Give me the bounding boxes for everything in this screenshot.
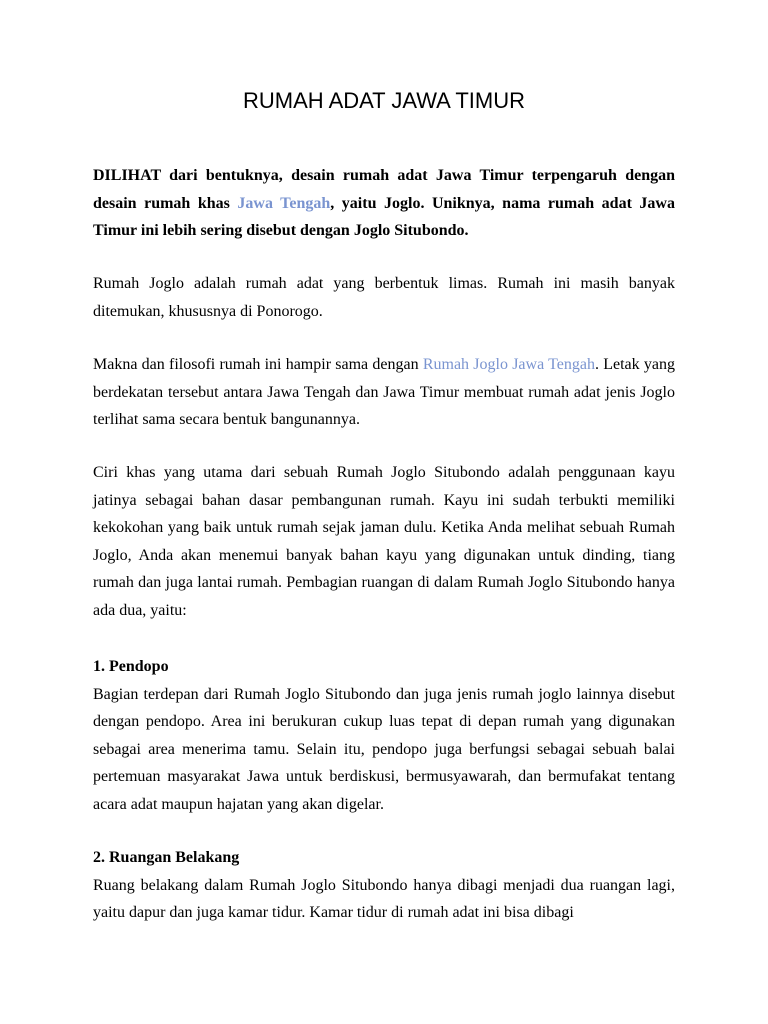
intro-paragraph: [93, 162, 675, 245]
section-ruangan-belakang: [93, 844, 675, 927]
link-rumah-joglo-jawa-tengah[interactable]: Rumah Joglo Jawa Tengah: [422, 356, 595, 373]
page-title: RUMAH ADAT JAWA TIMUR: [243, 88, 525, 113]
intro-text-start: DILIHAT dari bentuknya, desain rumah adat Jawa Timur terpengaruh dengan desain rumah khas: [93, 167, 675, 212]
para3-text-start: Makna dan filosofi rumah ini hampir sama dengan: [93, 356, 423, 373]
paragraph-makna-filosofi: [93, 351, 675, 434]
section-body-pendopo: Bagian terdepan dari Rumah Joglo Situbondo dan juga jenis rumah joglo lainnya disebut dengan pendopo. Area ini berukuran cukup luas tepat di depan rumah yang digunakan sebagai area menerima tamu. Selain itu, pendopo juga berfungsi sebagai sebuah balai pertemuan masyarakat Jawa untuk berdiskusi, bermusyawarah, dan bermufakat tentang acara adat maupun hajatan yang akan digelar.: [93, 685, 675, 813]
paragraph-joglo-limas: Rumah Joglo adalah rumah adat yang berbentuk limas. Rumah ini masih banyak ditemukan, khususnya di Ponorogo.: [93, 275, 675, 320]
section-heading-pendopo: 1. Pendopo: [93, 658, 169, 675]
section-heading-ruangan-belakang: 2. Ruangan Belakang: [93, 849, 240, 866]
link-jawa-tengah[interactable]: Jawa Tengah: [237, 194, 331, 212]
section-pendopo: [93, 653, 675, 818]
intro-text-end: , yaitu Joglo. Uniknya, nama rumah adat Jawa Timur ini lebih sering disebut dengan Joglo Situbondo.: [93, 194, 675, 239]
section-body-ruangan-belakang: Ruang belakang dalam Rumah Joglo Situbondo hanya dibagi menjadi dua ruangan lagi, yaitu dapur dan juga kamar tidur. Kamar tidur di rumah adat ini bisa dibagi: [93, 876, 675, 921]
paragraph-ciri-khas: Ciri khas yang utama dari sebuah Rumah Joglo Situbondo adalah penggunaan kayu jatinya sebagai bahan dasar pembangunan rumah. Kayu ini sudah terbukti memiliki kekokohan yang baik untuk rumah sejak jaman dulu. Ketika Anda melihat sebuah Rumah Joglo, Anda akan menemui banyak bahan kayu yang digunakan untuk dinding, tiang rumah dan juga lantai rumah. Pembagian ruangan di dalam Rumah Joglo Situbondo hanya ada dua, yaitu:: [93, 464, 675, 619]
para3-text-end: . Letak yang berdekatan tersebut antara Jawa Tengah dan Jawa Timur membuat rumah adat jenis Joglo terlihat sama secara bentuk bangunannya.: [93, 356, 675, 428]
